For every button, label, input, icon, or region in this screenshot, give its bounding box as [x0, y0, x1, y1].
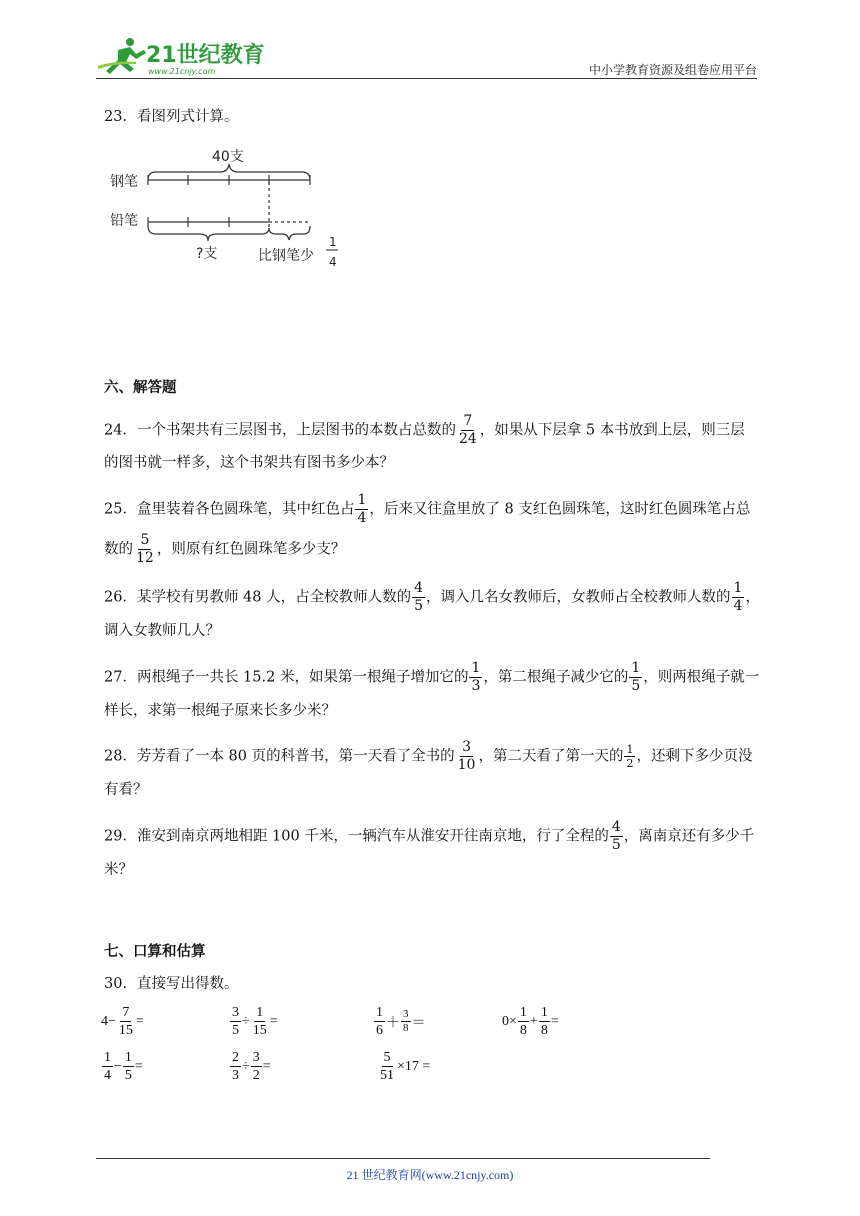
expr-1: 4− $\frac{7}{15}$ = [101, 1005, 144, 1038]
question-29: 29．淮安到南京两地相距 100 千米，一辆汽车从淮安开往南京地，行了全程的 $\frac{4}{5}$ ，离南京还有多少千 [104, 819, 755, 853]
section-6-title: 六、解答题 [104, 380, 177, 396]
expr-4: 0× $\frac{1}{8}$ + $\frac{1}{8}$ = [502, 1005, 559, 1038]
expr-2: $\frac{3}{5}$ ÷ $\frac{1}{15}$ = [232, 1005, 278, 1038]
question-28-line2: 有看？ [104, 782, 148, 798]
question-30: 30．直接写出得数。 [104, 976, 239, 992]
question-27: 27．两根绳子一共长 15.2 米，如果第一根绳子增加它的 $\frac{1}{3}$ ，第二根绳子减少它的 $\frac{1}{5}$ ，则两根绳子就一 [104, 660, 760, 694]
unknown-label: ?支 [196, 246, 218, 262]
expr-3: $\frac{1}{6}$ ＋ $\frac{3}{8}$ ＝ [376, 1005, 426, 1038]
svg-text:21世纪教育: 21世纪教育 [146, 43, 265, 68]
bottom-brace-right [269, 226, 310, 240]
question-24-line2: 的图书就一样多，这个书架共有图书多少本？ [104, 455, 394, 471]
site-logo [96, 36, 266, 80]
row2-label: 铅笔 [110, 213, 138, 229]
question-24: 24．一个书架共有三层图书，上层图书的本数占总数的 $\frac{7}{24}$ ，如果从下层拿 5 本书放到上层，则三层 [104, 413, 745, 447]
row1-label: 钢笔 [110, 174, 138, 190]
expr-7: $\frac{5}{51}$ ×17 = [380, 1050, 431, 1083]
q23-diagram [108, 142, 368, 278]
svg-text:1: 1 [329, 235, 337, 249]
svg-text:4: 4 [329, 255, 337, 269]
question-28: 28．芳芳看了一本 80 页的科普书，第一天看了全书的 $\frac{3}{10}$ ，第二天看了第一天的 $\frac{1}{2}$ ，还剩下多少页没 [104, 739, 753, 773]
less-label: 比钢笔少 [258, 248, 314, 264]
footer-divider [96, 1158, 710, 1159]
question-27-line2: 样长，求第一根绳子原来长多少米？ [104, 703, 336, 719]
question-25-line2: 数的 $\frac{5}{12}$ ，则原有红色圆珠笔多少支？ [104, 532, 346, 566]
total-label: 40支 [212, 149, 244, 165]
section-7-title: 七、口算和估算 [104, 944, 206, 960]
expr-6: $\frac{2}{3}$ ÷ $\frac{3}{2}$ = [232, 1050, 271, 1083]
question-25: 25．盒里装着各色圆珠笔，其中红色占 $\frac{1}{4}$ ，后来又往盒里放了 8 支红色圆珠笔，这时红色圆珠笔占总 [104, 492, 751, 526]
question-29-line2: 米？ [104, 862, 133, 878]
bottom-brace-left [148, 226, 269, 241]
footer-link[interactable]: 21 世纪教育网(www.21cnjy.com) [346, 1168, 514, 1182]
question-23: 23．看图列式计算。 [104, 109, 239, 125]
header-divider [96, 78, 757, 79]
platform-name: 中小学教育资源及组卷应用平台 [588, 63, 757, 77]
expr-5: $\frac{1}{4}$ − $\frac{1}{5}$ = [104, 1050, 143, 1083]
svg-text:www.21cnjy.com: www.21cnjy.com [148, 67, 216, 76]
question-26: 26．某学校有男教师 48 人，占全校教师人数的 $\frac{4}{5}$ ，调入几名女教师后，女教师占全校教师人数的 $\frac{1}{4}$ ， [104, 580, 760, 614]
question-26-line2: 调入女教师几人？ [104, 623, 220, 639]
